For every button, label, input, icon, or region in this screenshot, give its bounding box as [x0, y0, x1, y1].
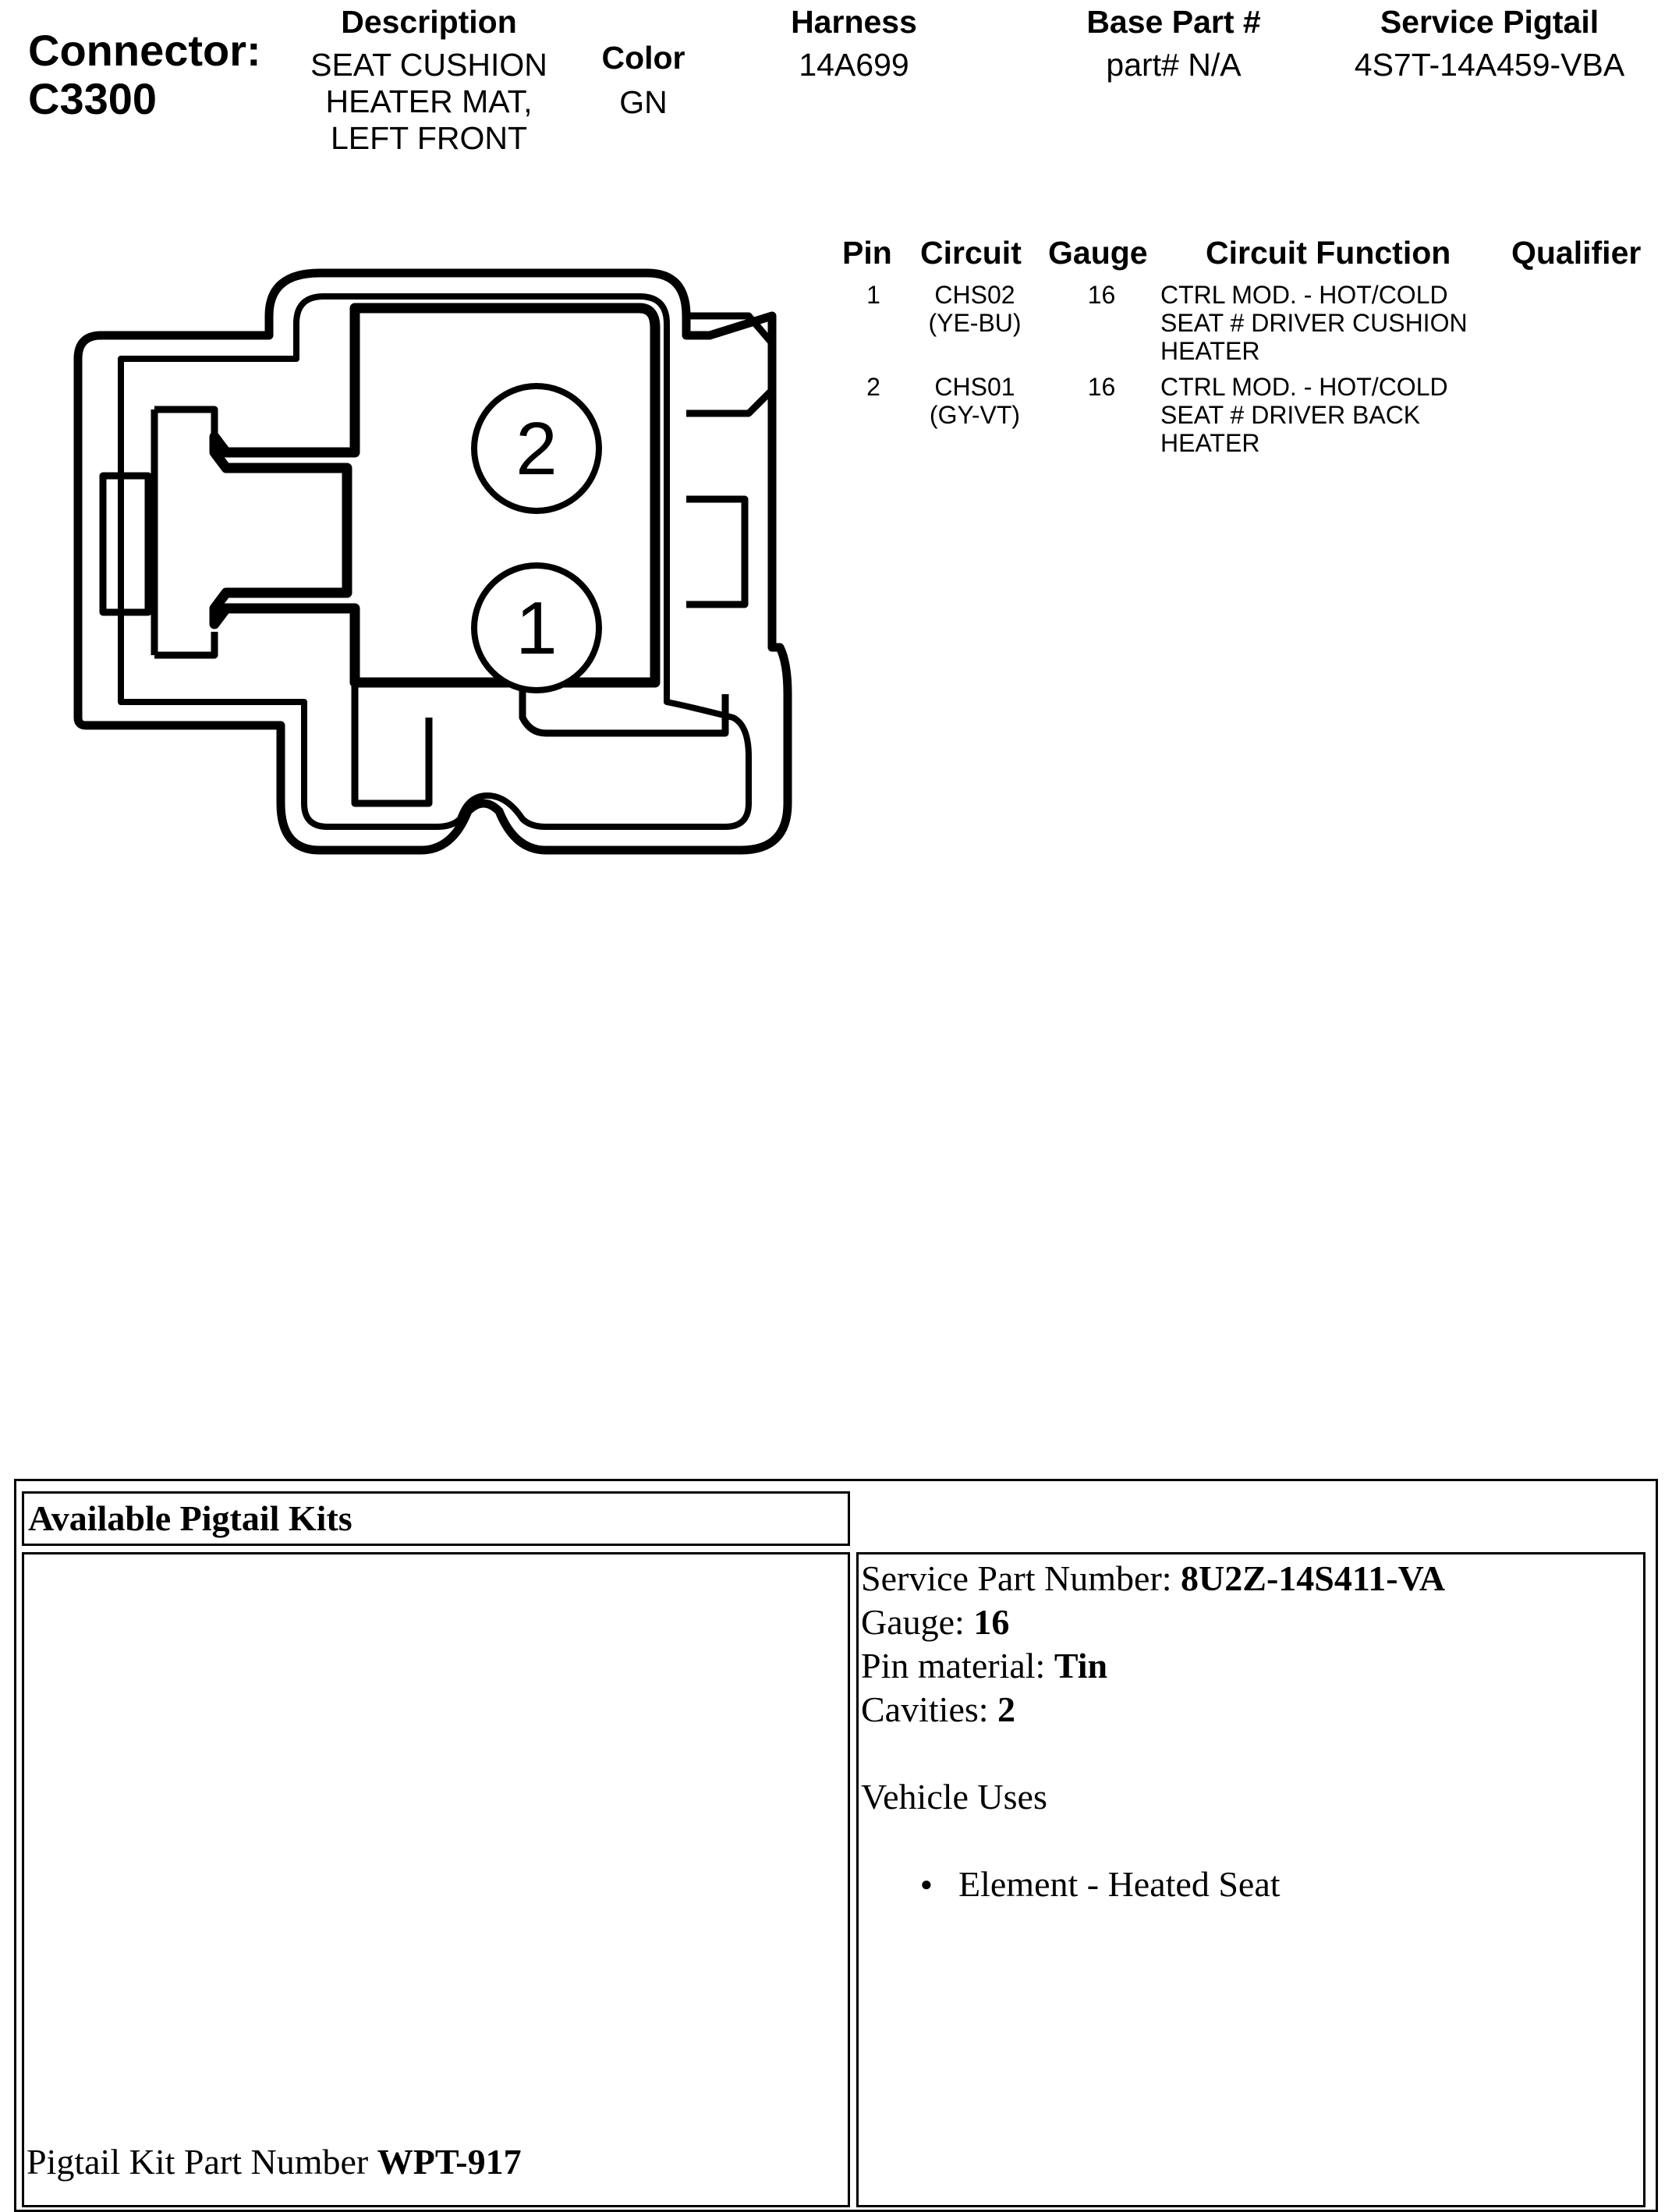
- col-qualifier: Qualifier: [1511, 235, 1642, 271]
- circuit-function-cell: CTRL MOD. - HOT/COLD SEAT # DRIVER BACK HEATER: [1160, 373, 1448, 457]
- right-latch-middle: [686, 499, 745, 604]
- cavity-1-label: 1: [515, 587, 558, 670]
- cavity-2-label: 2: [515, 407, 558, 491]
- description-label: Description: [341, 4, 517, 40]
- pigtail-kit-part-number: Pigtail Kit Part Number WPT-917: [27, 2142, 522, 2182]
- circuit-cell: CHS01 (GY-VT): [929, 373, 1021, 429]
- gauge-cell: 16: [1087, 373, 1116, 401]
- connector-id: C3300: [28, 74, 158, 123]
- harness-label: Harness: [791, 4, 917, 40]
- description-value: SEAT CUSHION HEATER MAT, LEFT FRONT: [310, 47, 547, 156]
- gauge-cell: 16: [1087, 281, 1116, 309]
- left-lock-tab: [103, 476, 148, 612]
- circuit-cell: CHS02 (YE-BU): [928, 281, 1022, 337]
- pin-material-detail: Pin material: Tin: [861, 1646, 1108, 1686]
- pigtail-image-box: [22, 1552, 850, 2207]
- color-label: Color: [601, 40, 685, 76]
- service-pigtail-label: Service Pigtail: [1380, 4, 1599, 40]
- pigtail-details: [861, 1557, 1641, 1906]
- table-row: [842, 281, 905, 309]
- col-pin: Pin: [842, 235, 892, 271]
- circuit-function-cell: CTRL MOD. - HOT/COLD SEAT # DRIVER CUSHION HEATER: [1160, 281, 1468, 365]
- pigtail-kits-title: Available Pigtail Kits: [28, 1498, 352, 1538]
- vehicle-uses-list: [861, 1863, 1641, 1906]
- cavities-detail: Cavities: 2: [861, 1689, 1016, 1729]
- harness-value: 14A699: [799, 47, 909, 83]
- slot-lines: [154, 409, 214, 655]
- pin-number: 2: [866, 373, 880, 401]
- color-value: GN: [619, 84, 668, 120]
- service-pigtail-value: 4S7T-14A459-VBA: [1354, 47, 1625, 83]
- list-item: ● Element - Heated Seat: [861, 1863, 1641, 1906]
- col-circuit-function: Circuit Function: [1206, 235, 1451, 271]
- vehicle-uses-label: Vehicle Uses: [861, 1777, 1047, 1817]
- col-circuit: Circuit: [920, 235, 1022, 271]
- col-gauge: Gauge: [1048, 235, 1148, 271]
- gauge-detail: Gauge: 16: [861, 1602, 1010, 1642]
- pin-number: 1: [866, 281, 880, 309]
- base-part-value: part# N/A: [1106, 47, 1242, 83]
- service-part-number: Service Part Number: 8U2Z-14S411-VA: [861, 1558, 1446, 1598]
- base-part-label: Base Part #: [1086, 4, 1261, 40]
- connector-label: Connector:: [28, 26, 261, 75]
- connector-face-diagram: [62, 257, 811, 866]
- table-row: [842, 373, 905, 401]
